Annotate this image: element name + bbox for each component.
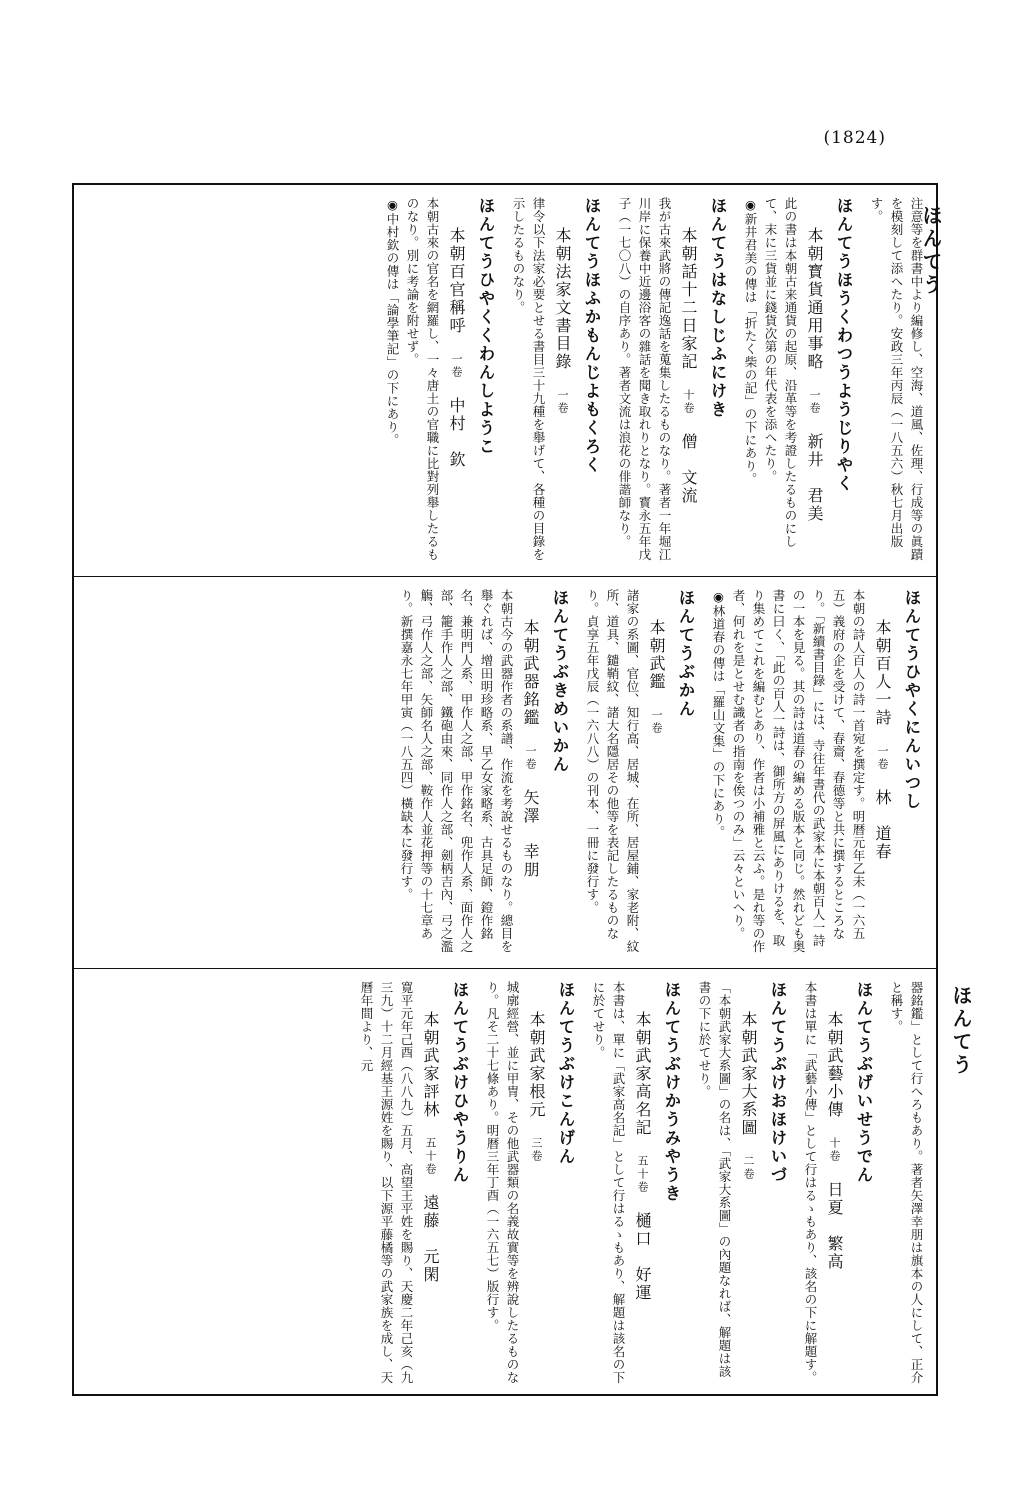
entry-headword: ほんてうはなしじふにけき	[708, 197, 727, 419]
entry-headword: ほんてうぶけおほけいづ	[768, 981, 787, 1185]
running-head-right: ほんてう	[949, 985, 973, 1077]
entry-title: 本朝百人一詩	[873, 619, 892, 727]
entry-author: 林 道春	[873, 789, 892, 861]
tier-1	[74, 185, 936, 575]
entry-volumes: 五十卷	[636, 1155, 649, 1194]
entry-hyakkan	[382, 197, 500, 565]
entry-title: 本朝武鑑	[647, 619, 666, 691]
entry-title-line	[868, 589, 896, 958]
entry-title-line	[800, 197, 828, 565]
entry-headword: ほんてうぶきめいかん	[550, 589, 569, 774]
tier-3	[74, 968, 936, 1395]
entry-volumes: 一卷	[450, 353, 463, 379]
entry-buke-kongen	[482, 981, 580, 1385]
entry-title-line	[548, 197, 576, 565]
entry-title-line	[522, 981, 550, 1385]
entry-headword: ほんてうぶけかうみやうき	[662, 981, 681, 1203]
entry-title: 本朝話十二日家記	[679, 227, 698, 371]
entry-volumes: 一卷	[808, 389, 821, 415]
entry-buki-meikan	[396, 589, 574, 958]
entry-houka-monjo	[508, 197, 606, 565]
entry-body: 律令以下法家必要とせる書目三十九種を舉げて、各種の目錄を示したるものなり。	[511, 197, 546, 561]
entry-volumes: 三卷	[530, 1137, 543, 1163]
entry-note: ◉新井君美の傳は「折たく柴の記」の下にあり。	[743, 197, 758, 486]
entry-headword: ほんてうぶげいせうでん	[854, 981, 873, 1185]
entry-body: 注意等を群書中より編修し、空海、道風、佐理、行成等の眞蹟を模刻して添へたり。安政三年丙辰（一八五六）秋七月出版す。	[869, 197, 924, 561]
entry-headword: ほんてうぶけこんげん	[556, 981, 575, 1166]
entry-body: 本書は、單に「武家高名記」として行はるゝもあり、解題は該名の下に於てせり。	[591, 981, 626, 1384]
entry-title: 本朝武藝小傳	[825, 1011, 844, 1119]
entry-volumes: 五十卷	[424, 1137, 437, 1176]
entry-title: 本朝法家文書目錄	[553, 227, 572, 371]
entry-title-line	[516, 589, 544, 958]
entry-buke-keizu	[694, 981, 792, 1385]
entry-bukan	[582, 589, 700, 958]
entry-headword: ほんてうほふかもんじよもくろく	[582, 197, 601, 475]
entry-note: ◉中村欽の傳は「論學筆記」の下にあり。	[385, 197, 400, 447]
entry-author: 日夏 繁高	[825, 1181, 844, 1271]
tier-2	[74, 576, 936, 968]
entry-headword: ほんてうぶけひやうりん	[450, 981, 469, 1185]
entry-author: 中村 欽	[447, 397, 466, 469]
entry-hosho-kahei	[740, 197, 858, 565]
entry-title: 本朝武家大系圖	[739, 1011, 758, 1137]
entry-title: 本朝百官稱呼	[447, 227, 466, 335]
entry-volumes: 一卷	[876, 745, 889, 771]
entry-continued	[866, 197, 926, 565]
entry-volumes: 二卷	[742, 1155, 755, 1181]
entry-body: 本朝古今の武器作者の系譜、作流を考說せるものなり。總目を舉ぐれば、增田明珍略系、早乙女家略系、古具足師、鐙作銘名、兼明門人系、甲作人之部、甲作銘名、兜作人系、面作人之部、籠手作人之部、鐵砲由來、同作人之部、劍柄吉內、弓之濫觴、弓作人之部、矢師名人之部、鞍作人並花押等の十七章あり。新撰嘉永七年甲寅（一八五四）橫缺本に發行す。	[399, 589, 514, 953]
entry-headword: ほんてうひやくにんいつし	[902, 589, 921, 811]
entry-volumes: 一卷	[556, 389, 569, 415]
entry-author: 矢澤 幸朋	[521, 789, 540, 879]
entry-title-line	[628, 981, 656, 1385]
entry-title-line	[734, 981, 762, 1385]
tier-1-text	[84, 197, 926, 565]
entry-headword: ほんてうひやくくわんしようこ	[476, 197, 495, 456]
running-head-top: ほんてう	[919, 205, 943, 297]
entry-headword: ほんてうほうくわつうようじりやく	[834, 197, 853, 493]
entry-author: 樋口 好運	[633, 1212, 652, 1302]
entry-title: 本朝武家根元	[527, 1011, 546, 1119]
entry-hyakunin-isshi	[708, 589, 926, 958]
entry-bugei-shoden	[800, 981, 878, 1384]
entry-body: 此の書は本朝古来通貨の起原、沿革等を考證したるものにして、末に三貨並に錢貨次第の年代表を添へたり。	[763, 197, 798, 548]
tier-3-text	[84, 981, 926, 1385]
entry-hanashi	[614, 197, 732, 565]
entry-volumes: 一卷	[650, 709, 663, 735]
entry-volumes: 一卷	[524, 745, 537, 771]
entry-body: 本朝古來の官名を網羅し、一々唐土の官職に比對列舉したるものなり。別に考論を附せず。	[405, 197, 440, 561]
entry-title-line	[642, 589, 670, 958]
entry-author: 僧 文流	[679, 433, 698, 505]
entry-title-line	[820, 981, 848, 1384]
entry-author: 新井 君美	[805, 433, 824, 523]
entry-buke-komyoki	[588, 981, 686, 1385]
entry-body: 器銘鑑」として行へろもあり。著者矢澤幸朋は旗本の人にして、正介と稱す。	[889, 981, 924, 1384]
entry-volumes: 十卷	[682, 389, 695, 415]
dictionary-frame	[72, 183, 938, 1396]
entry-title: 本朝武家高名記	[633, 1011, 652, 1137]
entry-author: 遠藤 元閑	[421, 1194, 440, 1284]
entry-body: 寛平元年己酉（八八九）五月、高望王平姓を賜り、天慶二年己亥（九三九）十二月經基王源姓を賜り、以下源平藤橘等の武家族を成し、天曆年間より、元	[359, 981, 414, 1384]
entry-title-line	[442, 197, 470, 565]
entry-body: 諸家の系圖、官位、知行高、居城、在所、居屋鋪、家老附、紋所、道具、鑓鞘紋、諸大名隱居その他等を表記したるものなり。貞享五年戊辰（一六八八）の刊本、一冊に發行す。	[585, 589, 640, 953]
entry-body: 我が古來武將の傳記逸話を蒐集したるものなり。著者一年堀江川岸に保養中近邊浴客の雜話を聞き取れりとなり。寳永五年戊子（一七〇八）の自序あり。著者文流は浪花の俳諧師なり。	[617, 197, 672, 561]
entry-volumes: 十卷	[828, 1137, 841, 1163]
entry-body: 「本朝武家大系圖」の名は、「武家大系圖」の內題なれば、解題は該書の下に於てせり。	[697, 981, 732, 1378]
entry-title: 本朝寳貨通用事略	[805, 227, 824, 371]
entry-body: 本書は單に「武藝小傳」として行はるゝもあり、該名の下に解題す。	[803, 981, 818, 1384]
entry-title: 本朝武器銘鑑	[521, 619, 540, 727]
entry-continued	[886, 981, 926, 1385]
entry-buke-hyorin	[356, 981, 474, 1385]
page-number: (1824)	[823, 128, 886, 148]
entry-body: 城廓經營、並に甲冑、その他武器類の名義故實等を辨說したるものなり。凡そ二十七條あり。明暦三年丁酉（一六五七）版行す。	[485, 981, 520, 1384]
entry-headword: ほんてうぶかん	[676, 589, 695, 719]
entry-title: 本朝武家評林	[421, 1011, 440, 1119]
entry-title-line	[674, 197, 702, 565]
entry-body: 本朝の詩人百人の詩一首宛を撰定す。明暦元年乙未（一六五五）義府の企を受けて、春齋、春德等と共に撰するところなり。「新續書目錄」には、寺往年書代の武家本に本朝百人一詩の一本を見る。其の詩は道春の編める版本と同じ。然れども奥書に曰く、「此の百人一詩は、御所方の屏風にありけるを、取り集めてこれを編むとあり、作者は小補雅と云ふ。是れ等の作者、何れを是とせむ識者の指南を俟つのみ」云々といへり。	[731, 589, 866, 953]
entry-title-line	[416, 981, 444, 1385]
tier-2-text	[84, 589, 926, 958]
entry-note: ◉林道春の傳は「羅山文集」の下にあり。	[711, 589, 726, 839]
